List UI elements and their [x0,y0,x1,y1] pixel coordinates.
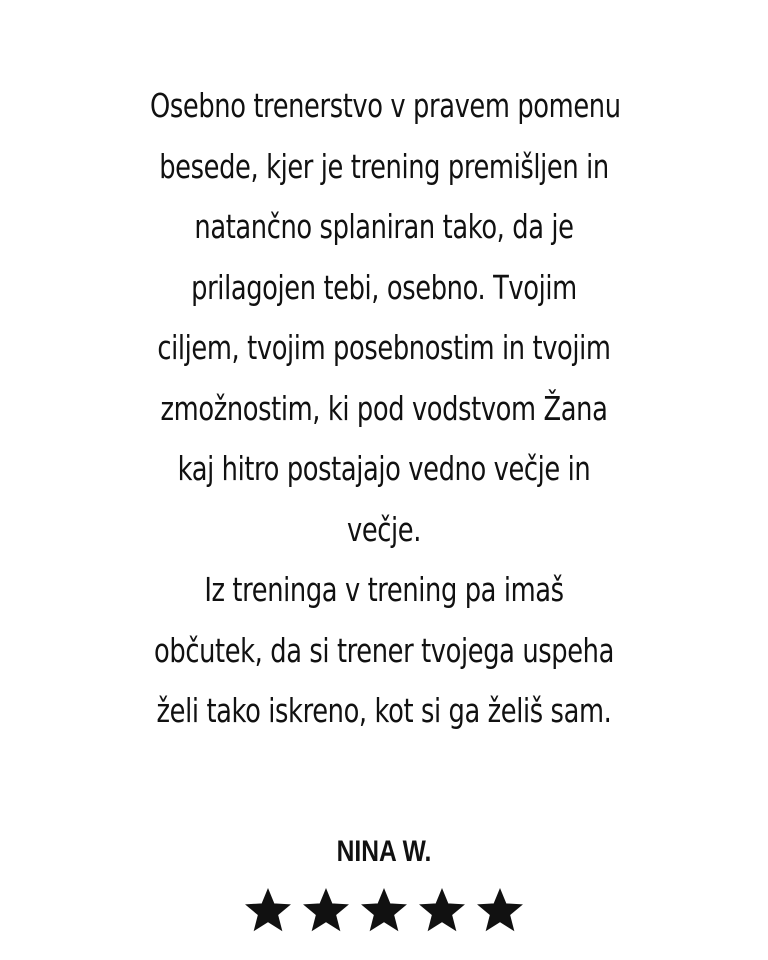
quote-line: natančno splaniran tako, da je [194,207,574,246]
quote-line: ciljem, tvojim posebnostim in tvojim [157,328,611,367]
quote-line: besede, kjer je trening premišljen in [159,146,609,186]
star-icon [244,886,292,934]
quote-line: večje. [346,509,422,549]
star-rating [0,886,768,934]
quote-line: Osebno trenerstvo v pravem pomenu [150,86,621,125]
star-icon [476,886,524,934]
star-icon [418,886,466,934]
testimonial-quote [150,76,621,742]
quote-line: kaj hitro postajajo vedno večje in [177,449,591,488]
quote-line: občutek, da si trener tvojega uspeha [154,630,614,670]
quote-line: želi tako iskreno, kot si ga želiš sam. [156,691,612,730]
star-icon [302,886,350,934]
testimonial-author: NINA W. [336,835,432,868]
quote-line: Iz treninga v trening pa imaš [204,570,564,609]
quote-line: zmožnostim, ki pod vodstvom Žana [160,388,608,428]
quote-line: prilagojen tebi, osebno. Tvojim [191,267,577,307]
star-icon [360,886,408,934]
